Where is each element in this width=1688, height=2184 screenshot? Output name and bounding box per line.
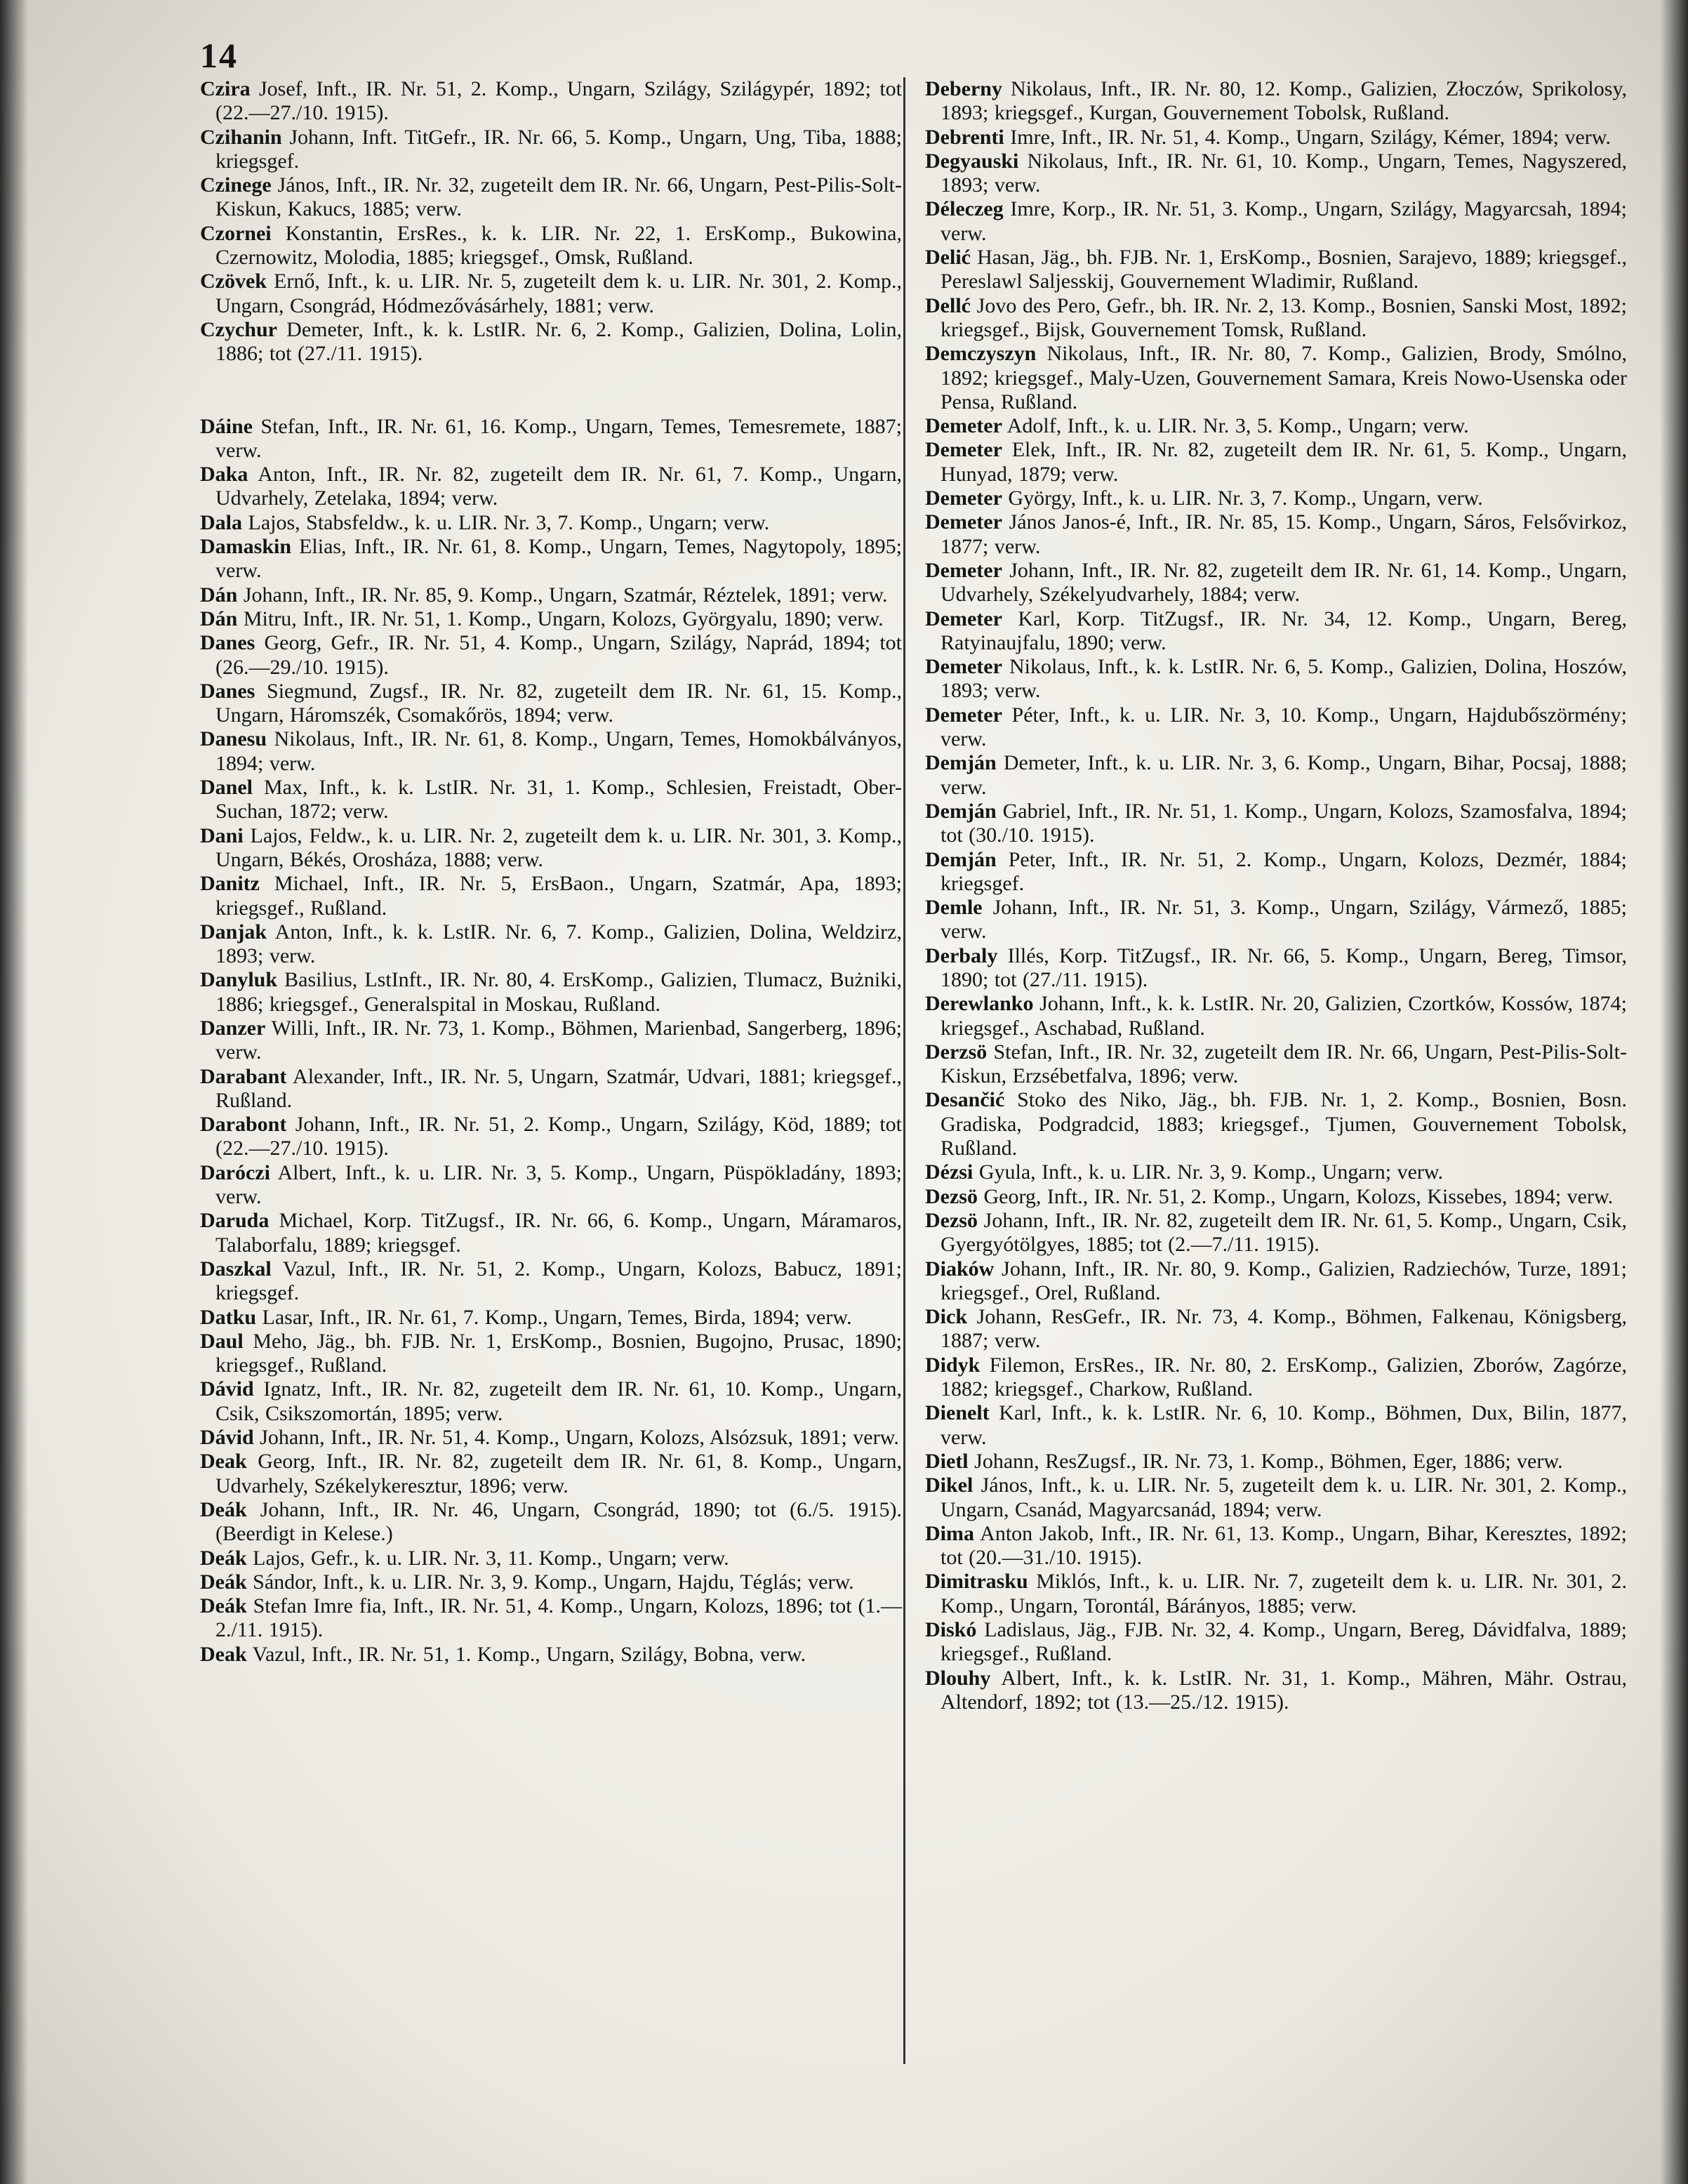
list-entry — [925, 607, 1627, 656]
entry-details: Stefan, Inft., IR. Nr. 61, 16. Komp., Ungarn, Temes, Temesremete, 1887; verw. — [215, 414, 902, 462]
entry-surname: Diaków — [925, 1257, 995, 1280]
entry-surname: Dlouhy — [925, 1666, 991, 1690]
entry-details: Johann, Inft. TitGefr., IR. Nr. 66, 5. Komp., Ungarn, Ung, Tiba, 1888; kriegsgef. — [215, 125, 902, 173]
list-entry — [925, 510, 1627, 559]
entry-details: Johann, Inft., IR. Nr. 51, 2. Komp., Ungarn, Szilágy, Köd, 1889; tot (22.—27./10. 1915). — [215, 1113, 902, 1160]
page-edge-shadow-right — [1660, 0, 1688, 2184]
list-entry — [925, 1209, 1627, 1257]
entry-details: Ignatz, Inft., IR. Nr. 82, zugeteilt dem IR. Nr. 61, 10. Komp., Ungarn, Csik, Csikszomortán, 1895; verw. — [215, 1377, 902, 1425]
list-entry — [925, 800, 1627, 848]
entry-surname: Degyauski — [925, 149, 1019, 173]
entry-details: Péter, Inft., k. u. LIR. Nr. 3, 10. Komp., Ungarn, Hajdubőszörmény; verw. — [941, 703, 1627, 751]
list-entry — [925, 1618, 1627, 1667]
entry-surname: Déleczeg — [925, 197, 1004, 221]
entry-surname: Demeter — [925, 703, 1002, 727]
entry-surname: Demján — [925, 847, 997, 871]
entry-surname: Deák — [200, 1594, 247, 1618]
entry-details: Adolf, Inft., k. u. LIR. Nr. 3, 5. Komp., Ungarn; verw. — [1002, 414, 1469, 438]
entry-surname: Demeter — [925, 487, 1002, 510]
list-entry — [200, 1570, 902, 1594]
list-entry — [925, 992, 1627, 1040]
entry-details: Karl, Korp. TitZugsf., IR. Nr. 34, 12. Komp., Ungarn, Bereg, Ratyinaujfalu, 1890; verw. — [941, 607, 1627, 654]
list-entry — [200, 920, 902, 969]
list-entry — [925, 1474, 1627, 1522]
entry-surname: Deberny — [925, 77, 1002, 100]
entry-surname: Daróczi — [200, 1160, 270, 1184]
entry-surname: Damaskin — [200, 535, 292, 559]
entry-details: Peter, Inft., IR. Nr. 51, 2. Komp., Ungarn, Kolozs, Dezmér, 1884; kriegsgef. — [941, 847, 1627, 895]
entry-surname: Demeter — [925, 558, 1002, 582]
entry-surname: Danitz — [200, 872, 260, 896]
entry-surname: Daszkal — [200, 1257, 272, 1280]
entry-details: Michael, Inft., IR. Nr. 5, ErsBaon., Ungarn, Szatmár, Apa, 1893; kriegsgef., Rußland. — [215, 872, 902, 920]
entry-details: Nikolaus, Inft., k. k. LstIR. Nr. 6, 5. Komp., Galizien, Dolina, Hoszów, 1893; verw. — [941, 655, 1627, 703]
entry-surname: Daruda — [200, 1209, 270, 1233]
entry-surname: Demczyszyn — [925, 342, 1037, 366]
entry-details: Johann, ResZugsf., IR. Nr. 73, 1. Komp., Böhmen, Eger, 1886; verw. — [968, 1449, 1563, 1473]
entry-surname: Derewlanko — [925, 992, 1034, 1016]
entry-surname: Didyk — [925, 1353, 981, 1377]
entry-surname: Deák — [200, 1546, 247, 1570]
list-entry — [200, 968, 902, 1017]
entry-details: Lajos, Feldw., k. u. LIR. Nr. 2, zugeteilt dem k. u. LIR. Nr. 301, 3. Komp., Ungarn, Békés, Orosháza, 1888; verw. — [215, 823, 902, 871]
entry-surname: Czira — [200, 77, 251, 100]
list-entry — [925, 655, 1627, 703]
column-divider — [903, 77, 905, 2064]
entry-surname: Czornei — [200, 221, 272, 245]
entry-details: Lasar, Inft., IR. Nr. 61, 7. Komp., Ungarn, Temes, Birda, 1894; verw. — [256, 1305, 852, 1329]
entry-surname: Dienelt — [925, 1401, 990, 1425]
entry-details: Ernő, Inft., k. u. LIR. Nr. 5, zugeteilt dem k. u. LIR. Nr. 301, 2. Komp., Ungarn, Csongrád, Hódmezővásárhely, 1881; verw. — [215, 270, 902, 317]
list-entry — [200, 1377, 902, 1426]
list-entry — [200, 607, 902, 631]
entry-details: Meho, Jäg., bh. FJB. Nr. 1, ErsKomp., Bosnien, Bugojno, Prusac, 1890; kriegsgef., Rußland. — [215, 1329, 902, 1377]
entry-details: János Janos-é, Inft., IR. Nr. 85, 15. Komp., Ungarn, Sáros, Felsővirkoz, 1877; verw. — [941, 510, 1627, 558]
entry-details: Vazul, Inft., IR. Nr. 51, 2. Komp., Ungarn, Kolozs, Babucz, 1891; kriegsgef. — [215, 1257, 902, 1305]
list-entry — [200, 1498, 902, 1547]
entry-details: Josef, Inft., IR. Nr. 51, 2. Komp., Ungarn, Szilágy, Szilágypér, 1892; tot (22.—27./10. 1915). — [215, 77, 902, 125]
list-entry — [200, 680, 902, 728]
entry-details: Elek, Inft., IR. Nr. 82, zugeteilt dem IR. Nr. 61, 5. Komp., Ungarn, Hunyad, 1879; verw. — [941, 438, 1627, 486]
entry-surname: Dezsö — [925, 1184, 978, 1208]
entry-details: Albert, Inft., k. k. LstIR. Nr. 31, 1. Komp., Mähren, Mähr. Ostrau, Altendorf, 1892; tot (13.—25./12. 1915). — [941, 1666, 1627, 1714]
entry-details: Johann, Inft., k. k. LstIR. Nr. 20, Galizien, Czortków, Kossów, 1874; kriegsgef., Aschabad, Rußland. — [941, 992, 1627, 1040]
list-entry — [925, 896, 1627, 944]
list-entry — [925, 1570, 1627, 1618]
entry-surname: Deák — [200, 1570, 247, 1594]
list-entry — [200, 1017, 902, 1065]
list-entry — [200, 1643, 902, 1667]
list-entry — [925, 487, 1627, 510]
list-entry — [925, 1088, 1627, 1160]
list-entry — [925, 438, 1627, 487]
entry-surname: Demeter — [925, 510, 1002, 534]
entry-surname: Darabont — [200, 1113, 287, 1137]
list-entry — [200, 222, 902, 270]
entry-surname: Dala — [200, 510, 242, 534]
entry-surname: Dávid — [200, 1377, 254, 1401]
list-entry — [200, 1161, 902, 1210]
entry-surname: Czihanin — [200, 125, 282, 149]
entry-details: Nikolaus, Inft., IR. Nr. 61, 8. Komp., Ungarn, Temes, Homokbálványos, 1894; verw. — [215, 727, 902, 775]
list-entry — [200, 415, 902, 463]
entry-surname: Deak — [200, 1450, 247, 1474]
list-entry — [200, 1330, 902, 1378]
list-entry — [925, 150, 1627, 198]
list-entry — [200, 1209, 902, 1257]
entry-surname: Demján — [925, 799, 997, 823]
list-entry — [200, 1450, 902, 1498]
list-entry — [925, 1667, 1627, 1715]
entry-surname: Darabant — [200, 1064, 287, 1088]
entry-surname: Desančić — [925, 1088, 1005, 1112]
entry-details: Demeter, Inft., k. u. LIR. Nr. 3, 6. Komp., Ungarn, Bihar, Pocsaj, 1888; verw. — [941, 751, 1627, 799]
list-entry — [200, 1257, 902, 1306]
list-entry — [925, 1401, 1627, 1450]
entry-surname: Danes — [200, 631, 255, 655]
entry-surname: Danjak — [200, 920, 267, 944]
entry-surname: Derzsö — [925, 1040, 988, 1064]
entry-surname: Danesu — [200, 727, 267, 751]
page-number: 14 — [200, 36, 238, 75]
entry-details: Anton, Inft., IR. Nr. 82, zugeteilt dem IR. Nr. 61, 7. Komp., Ungarn, Udvarhely, Zetelaka, 1894; verw. — [215, 463, 902, 510]
entry-details: Johann, ResGefr., IR. Nr. 73, 4. Komp., Böhmen, Falkenau, Königsberg, 1887; verw. — [941, 1305, 1627, 1353]
entry-surname: Dick — [925, 1305, 967, 1329]
entry-surname: Daul — [200, 1329, 244, 1353]
entry-details: Georg, Inft., IR. Nr. 82, zugeteilt dem IR. Nr. 61, 8. Komp., Ungarn, Udvarhely, Székelykeresztur, 1896; verw. — [215, 1450, 902, 1497]
entry-surname: Demeter — [925, 414, 1002, 438]
entry-details: Sándor, Inft., k. u. LIR. Nr. 3, 9. Komp., Ungarn, Hajdu, Téglás; verw. — [246, 1570, 854, 1594]
list-entry — [200, 1594, 902, 1643]
entry-surname: Danyluk — [200, 968, 278, 992]
entry-details: Nikolaus, Inft., IR. Nr. 80, 12. Komp., Galizien, Złoczów, Sprikolosy, 1893; kriegsgef., Kurgan, Gouvernement Tobolsk, Rußland. — [941, 77, 1627, 125]
entry-surname: Dán — [200, 607, 238, 630]
list-entry — [200, 126, 902, 174]
entry-surname: Dáine — [200, 414, 253, 438]
list-entry — [925, 1257, 1627, 1306]
list-entry — [200, 77, 902, 126]
entry-details: Albert, Inft., k. u. LIR. Nr. 3, 5. Komp., Ungarn, Püspökladány, 1893; verw. — [215, 1160, 902, 1209]
entry-surname: Demeter — [925, 655, 1002, 679]
list-entry — [925, 1522, 1627, 1570]
list-entry — [925, 197, 1627, 246]
entry-surname: Dima — [925, 1521, 974, 1545]
entry-surname: Dani — [200, 823, 244, 847]
list-entry — [200, 727, 902, 776]
entry-details: Gabriel, Inft., IR. Nr. 51, 1. Komp., Ungarn, Kolozs, Szamosfalva, 1894; tot (30./10. 1915). — [941, 799, 1627, 847]
list-entry — [925, 703, 1627, 752]
list-entry — [925, 848, 1627, 896]
entry-surname: Dietl — [925, 1449, 969, 1473]
entry-surname: Dikel — [925, 1474, 973, 1497]
entry-surname: Debrenti — [925, 125, 1004, 149]
entry-details: Gyula, Inft., k. u. LIR. Nr. 3, 9. Komp., Ungarn; verw. — [973, 1160, 1444, 1184]
left-column — [200, 77, 902, 1667]
entry-details: Miklós, Inft., k. u. LIR. Nr. 7, zugeteilt dem k. u. LIR. Nr. 301, 2. Komp., Ungarn, Torontál, Bárányos, 1885; verw. — [941, 1570, 1627, 1617]
list-entry — [925, 1040, 1627, 1089]
section-gap — [200, 366, 902, 415]
page-edge-shadow-left — [0, 0, 28, 2184]
entry-surname: Czychur — [200, 317, 277, 341]
right-column — [925, 77, 1627, 1714]
list-entry — [925, 751, 1627, 800]
list-entry — [925, 246, 1627, 294]
entry-surname: Dán — [200, 583, 238, 607]
entry-surname: Deák — [200, 1497, 247, 1521]
entry-details: Anton Jakob, Inft., IR. Nr. 61, 13. Komp., Ungarn, Bihar, Keresztes, 1892; tot (20.—31./10. 1915). — [941, 1521, 1627, 1570]
list-entry — [200, 776, 902, 824]
list-entry — [200, 824, 902, 873]
entry-details: Johann, Inft., IR. Nr. 46, Ungarn, Csongrád, 1890; tot (6./5. 1915). (Beerdigt in Kelese.) — [215, 1497, 902, 1546]
entry-surname: Diskó — [925, 1618, 977, 1641]
list-entry — [925, 944, 1627, 993]
entry-surname: Danel — [200, 776, 253, 800]
entry-surname: Dézsi — [925, 1160, 973, 1184]
entry-details: Anton, Inft., k. k. LstIR. Nr. 6, 7. Komp., Galizien, Dolina, Weldzirz, 1893; verw. — [215, 920, 902, 968]
entry-details: Imre, Inft., IR. Nr. 51, 4. Komp., Ungarn, Szilágy, Kémer, 1894; verw. — [1004, 125, 1611, 149]
entry-details: Demeter, Inft., k. k. LstIR. Nr. 6, 2. Komp., Galizien, Dolina, Lolin, 1886; tot (27./11. 1915). — [215, 317, 902, 366]
entry-details: Jovo des Pero, Gefr., bh. IR. Nr. 2, 13. Komp., Bosnien, Sanski Most, 1892; kriegsgef., Bijsk, Gouvernement Tomsk, Rußland. — [941, 293, 1627, 341]
entry-surname: Dezsö — [925, 1208, 978, 1232]
list-entry — [200, 1113, 902, 1161]
entry-details: Michael, Korp. TitZugsf., IR. Nr. 66, 6. Komp., Ungarn, Máramaros, Talaborfalu, 1889; kriegsgef. — [215, 1209, 902, 1257]
list-entry — [925, 1305, 1627, 1354]
entry-surname: Dellć — [925, 293, 971, 317]
entry-details: Karl, Inft., k. k. LstIR. Nr. 6, 10. Komp., Böhmen, Dux, Bilin, 1877, verw. — [941, 1401, 1627, 1449]
entry-details: György, Inft., k. u. LIR. Nr. 3, 7. Komp., Ungarn, verw. — [1002, 487, 1483, 510]
list-entry — [200, 463, 902, 511]
list-entry — [925, 414, 1627, 438]
entry-details: Illés, Korp. TitZugsf., IR. Nr. 66, 5. Komp., Ungarn, Bereg, Timsor, 1890; tot (27./11. 1915). — [941, 944, 1627, 991]
entry-details: Stoko des Niko, Jäg., bh. FJB. Nr. 1, 2. Komp., Bosnien, Bosn. Gradiska, Podgradcid, 1883; kriegsgef., Tjumen, Gouvernement Tobolsk, Rußland. — [941, 1088, 1627, 1160]
list-entry — [200, 1306, 902, 1330]
list-entry — [925, 77, 1627, 126]
entry-surname: Deak — [200, 1642, 247, 1666]
entry-details: Ladislaus, Jäg., FJB. Nr. 32, 4. Komp., Ungarn, Bereg, Dávidfalva, 1889; kriegsgef., Rußland. — [941, 1618, 1627, 1666]
entry-surname: Czövek — [200, 270, 267, 293]
entry-details: Georg, Inft., IR. Nr. 51, 2. Komp., Ungarn, Kolozs, Kissebes, 1894; verw. — [977, 1184, 1614, 1208]
entry-surname: Danzer — [200, 1016, 266, 1040]
entry-details: Konstantin, ErsRes., k. k. LIR. Nr. 22, 1. ErsKomp., Bukowina, Czernowitz, Molodia, 1885; kriegsgef., Omsk, Rußland. — [215, 221, 902, 270]
entry-details: Lajos, Stabsfeldw., k. u. LIR. Nr. 3, 7. Komp., Ungarn; verw. — [242, 510, 770, 534]
list-entry — [200, 270, 902, 318]
entry-surname: Delić — [925, 246, 971, 270]
list-entry — [925, 1185, 1627, 1209]
list-entry — [200, 872, 902, 920]
entry-details: Johann, Inft., IR. Nr. 51, 4. Komp., Ungarn, Kolozs, Alsózsuk, 1891; verw. — [253, 1426, 899, 1450]
entry-details: Stefan, Inft., IR. Nr. 32, zugeteilt dem IR. Nr. 66, Ungarn, Pest-Pilis-Solt-Kiskun, Erzsébetfalva, 1896; verw. — [941, 1040, 1627, 1088]
list-entry — [200, 1065, 902, 1113]
entry-surname: Czinege — [200, 173, 272, 197]
list-entry — [200, 318, 902, 366]
entry-details: Johann, Inft., IR. Nr. 85, 9. Komp., Ungarn, Szatmár, Réztelek, 1891; verw. — [237, 583, 888, 607]
entry-details: Hasan, Jäg., bh. FJB. Nr. 1, ErsKomp., Bosnien, Sarajevo, 1889; kriegsgef., Pereslawl Saljesskij, Gouvernement Wladimir, Rußland. — [941, 246, 1627, 293]
entry-details: Elias, Inft., IR. Nr. 61, 8. Komp., Ungarn, Temes, Nagytopoly, 1895; verw. — [215, 535, 902, 583]
list-entry — [200, 583, 902, 607]
entry-surname: Danes — [200, 679, 255, 703]
entry-details: Mitru, Inft., IR. Nr. 51, 1. Komp., Ungarn, Kolozs, Györgyalu, 1890; verw. — [237, 607, 884, 630]
entry-details: Willi, Inft., IR. Nr. 73, 1. Komp., Böhmen, Marienbad, Sangerberg, 1896; verw. — [215, 1016, 902, 1064]
entry-details: Johann, Inft., IR. Nr. 82, zugeteilt dem IR. Nr. 61, 5. Komp., Ungarn, Csik, Gyergyótölgyes, 1885; tot (2.—7./11. 1915). — [941, 1208, 1627, 1257]
entry-details: János, Inft., k. u. LIR. Nr. 5, zugeteilt dem k. u. LIR. Nr. 301, 2. Komp., Ungarn, Csanád, Magyarcsanád, 1894; verw. — [941, 1474, 1627, 1521]
list-entry — [200, 1426, 902, 1450]
list-entry — [925, 294, 1627, 343]
list-entry — [200, 511, 902, 535]
list-entry — [925, 126, 1627, 150]
list-entry — [925, 559, 1627, 607]
entry-surname: Dimitrasku — [925, 1570, 1028, 1594]
entry-surname: Demle — [925, 896, 983, 920]
entry-details: János, Inft., IR. Nr. 32, zugeteilt dem IR. Nr. 66, Ungarn, Pest-Pilis-Solt-Kiskun, Kakucs, 1885; verw. — [215, 173, 902, 221]
entry-details: Alexander, Inft., IR. Nr. 5, Ungarn, Szatmár, Udvari, 1881; kriegsgef., Rußland. — [215, 1064, 902, 1112]
list-entry — [200, 631, 902, 680]
entry-details: Nikolaus, Inft., IR. Nr. 80, 7. Komp., Galizien, Brody, Smólno, 1892; kriegsgef., Maly-Uzen, Gouvernement Samara, Kreis Nowo-Usenska oder Pensa, Rußland. — [941, 342, 1627, 413]
list-entry — [200, 1547, 902, 1570]
list-entry — [200, 535, 902, 583]
entry-details: Max, Inft., k. k. LstIR. Nr. 31, 1. Komp., Schlesien, Freistadt, Ober-Suchan, 1872; verw. — [215, 776, 902, 823]
entry-surname: Demján — [925, 751, 997, 775]
entry-details: Johann, Inft., IR. Nr. 80, 9. Komp., Galizien, Radziechów, Turze, 1891; kriegsgef., Orel, Rußland. — [941, 1257, 1627, 1304]
entry-details: Lajos, Gefr., k. u. LIR. Nr. 3, 11. Komp., Ungarn; verw. — [246, 1546, 729, 1570]
list-entry — [925, 342, 1627, 414]
list-entry — [925, 1450, 1627, 1474]
list-entry — [200, 173, 902, 222]
entry-surname: Daka — [200, 463, 248, 487]
entry-surname: Dávid — [200, 1426, 254, 1450]
entry-surname: Demeter — [925, 438, 1002, 462]
entry-details: Stefan Imre fia, Inft., IR. Nr. 51, 4. Komp., Ungarn, Kolozs, 1896; tot (1.—2./11. 1915). — [215, 1594, 902, 1642]
entry-details: Imre, Korp., IR. Nr. 51, 3. Komp., Ungarn, Szilágy, Magyarcsah, 1894; verw. — [941, 197, 1627, 245]
entry-details: Basilius, LstInft., IR. Nr. 80, 4. ErsKomp., Galizien, Tlumacz, Bużniki, 1886; kriegsgef., Generalspital in Moskau, Rußland. — [215, 968, 902, 1016]
entry-details: Georg, Gefr., IR. Nr. 51, 4. Komp., Ungarn, Szilágy, Naprád, 1894; tot (26.—29./10. 1915). — [215, 631, 902, 679]
entry-details: Johann, Inft., IR. Nr. 51, 3. Komp., Ungarn, Szilágy, Vármező, 1885; verw. — [941, 896, 1627, 944]
entry-surname: Derbaly — [925, 944, 998, 967]
entry-details: Filemon, ErsRes., IR. Nr. 80, 2. ErsKomp., Galizien, Zborów, Zagórze, 1882; kriegsgef., Charkow, Rußland. — [941, 1353, 1627, 1401]
entry-surname: Datku — [200, 1305, 257, 1329]
entry-details: Vazul, Inft., IR. Nr. 51, 1. Komp., Ungarn, Szilágy, Bobna, verw. — [246, 1642, 806, 1666]
entry-surname: Demeter — [925, 607, 1002, 630]
list-entry — [925, 1160, 1627, 1184]
entry-details: Nikolaus, Inft., IR. Nr. 61, 10. Komp., Ungarn, Temes, Nagyszered, 1893; verw. — [941, 149, 1627, 197]
entry-details: Siegmund, Zugsf., IR. Nr. 82, zugeteilt dem IR. Nr. 61, 15. Komp., Ungarn, Háromszék, Csomakőrös, 1894; verw. — [215, 679, 902, 727]
list-entry — [925, 1354, 1627, 1402]
entry-details: Johann, Inft., IR. Nr. 82, zugeteilt dem IR. Nr. 61, 14. Komp., Ungarn, Udvarhely, Székelyudvarhely, 1884; verw. — [941, 558, 1627, 607]
